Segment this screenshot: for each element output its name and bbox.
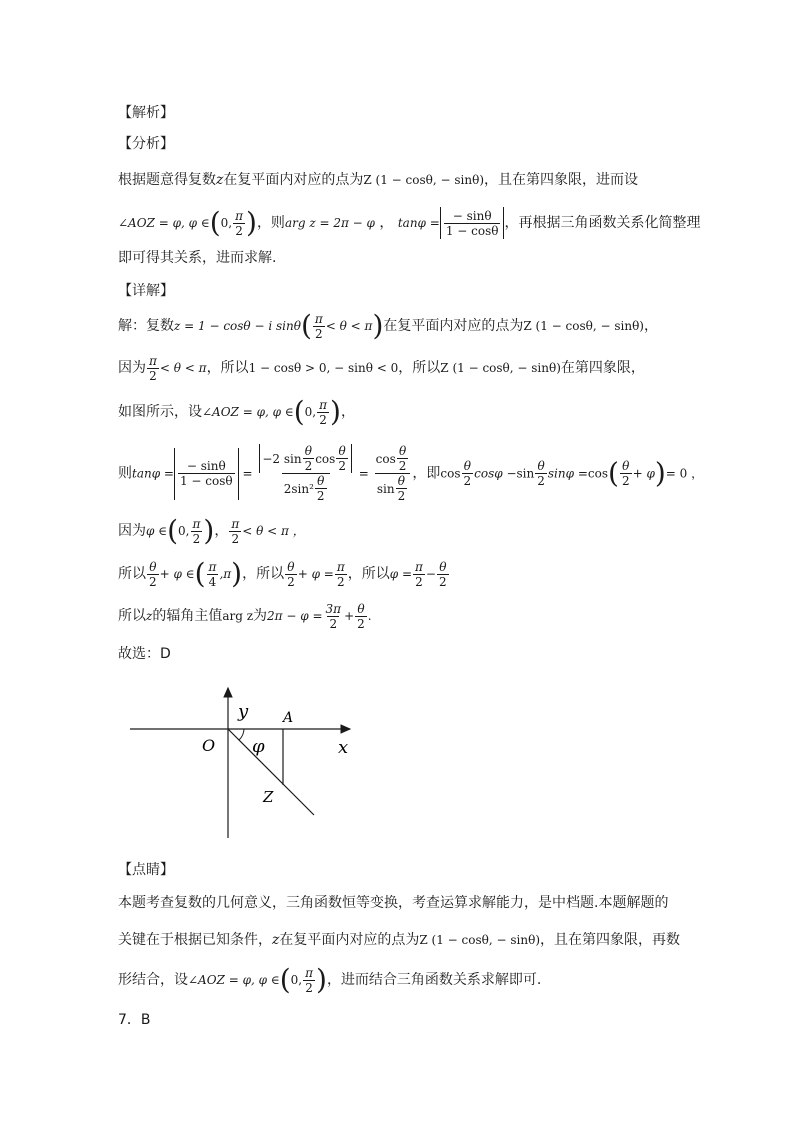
detail-text: 则 [118,465,132,482]
frac-theta-2: $\frac{\theta}{2}$ [438,559,447,589]
interval-start: 0, [220,216,233,230]
detail-text: 在复平面内对应的点为 [383,318,524,334]
cot-fraction: cos $\frac{\theta}{2}$ sin $\frac{\theta}{2}$ [374,444,412,503]
detail-text: 的辐角主值 [152,608,223,624]
detail-line-3: 如图所示，设∠AOZ = φ, φ ∈(0, $\frac{\pi}{2}$ )， [118,395,355,428]
frac-pi-4: $\frac{\pi}{4}$ [208,559,217,589]
cos-term: cos [587,466,608,481]
analysis-text: ，则 [256,215,285,231]
math-z: z [272,932,280,948]
cos-term: cos [440,466,461,481]
plus-sign: + [344,609,355,623]
comment-text: 形结合，设 [118,972,188,988]
angle-aoz: ∠AOZ = φ, φ ∈ [202,405,294,419]
detail-text: ，所以 [206,360,249,376]
frac-theta-2: $\frac{\theta}{2}$ [537,459,545,488]
detail-text: 在第四象限， [560,360,645,376]
frac-pi-2: $\frac{\pi}{2}$ [192,516,201,546]
detail-line-7 [118,600,372,632]
sin-term: sin [516,466,535,481]
section-fenxi: 【分析】 [118,136,174,152]
frac-pi-2: $\frac{\pi}{2}$ [305,965,313,995]
complex-z: z = 1 − cosθ − i sinθ [174,319,301,333]
minus-sign: − [425,567,436,581]
arg-z: arg z = 2π − φ [284,216,375,230]
sum-range: + φ ∈ [159,567,195,581]
theta-range: < θ < π [159,361,207,375]
tan-phi: tanφ = [132,466,174,481]
section-xiangjie: 【详解】 [118,283,174,299]
interval-start: 0, [290,973,303,987]
frac-pi-2: $\frac{\pi}{2}$ [415,559,423,589]
detail-line-1: 解：复数z = 1 − cosθ − i sinθ( $\frac{\pi}{2}$ < θ < π)在复平面内对应的点为Z (1 − cosθ, − sinθ)， [118,309,658,342]
frac-theta-2: $\frac{\theta}{2}$ [357,601,365,631]
detail-text: 所以 [118,608,146,624]
analysis-line-2: ∠AOZ = φ, φ ∈(0, $\frac{\pi}{2}$ )，则arg z = 2π − φ ， tanφ = $\frac{- \sin\theta}{1 - \cos\theta}$ ，再根据三角函数关系化简整理 [118,206,701,239]
frac-pi-2: $\frac{\pi}{2}$ [235,208,243,238]
angle-aoz: ∠AOZ = φ, φ ∈ [188,973,280,987]
detail-text: ， [643,318,658,334]
frac-theta-2: $\frac{\theta}{2}$ [621,459,630,488]
complex-plane-figure [126,682,366,842]
theta-range: < θ < π [325,319,373,333]
sin-phi: sinφ = [547,466,588,481]
detail-line-5: 因为φ ∈(0, $\frac{\pi}{2}$ )， $\frac{\pi}{2}$ < θ < π ， [118,514,305,547]
half-angle-fraction: −2 sin $\frac{\theta}{2}$ cos $\frac{\theta}{2}$ 2sin² $\frac{\theta}{2}$ [257,444,354,503]
analysis-line-3: 即可得其关系，进而求解. [118,250,277,266]
detail-text: ，所以 [347,566,390,582]
theta-range: < θ < π ， [242,524,305,538]
sign-conditions: 1 − cosθ > 0, − sinθ < 0 [248,361,399,375]
frac-pi-2: $\frac{\pi}{2}$ [231,516,240,546]
arg-expression: 2π − φ = [267,609,323,623]
label-A: A [283,710,294,726]
detail-text: 如图所示，设 [118,404,202,420]
frac-pi-2: $\frac{\pi}{2}$ [314,311,323,341]
detail-text: ， [340,404,355,420]
point-Z: Z (1 − cosθ, − sinθ) [440,361,561,375]
point-Z: Z (1 − cosθ, − sinθ) [419,933,540,947]
frac-theta-2: $\frac{\theta}{2}$ [149,559,157,589]
angle-arc [239,729,244,740]
phi-eq: φ = [389,567,413,581]
abs-fraction: $\frac{- \sin\theta}{1 - \cos\theta}$ [174,448,239,500]
comment-text: ，进而结合三角函数关系求解即可. [326,972,542,988]
detail-text: 所以 [118,566,146,582]
next-answer: 7．B [118,1012,151,1028]
detail-text: ，所以 [242,566,285,582]
tan-phi: tanφ = [397,216,440,230]
comment-text: 关键在于根据已知条件， [118,932,272,948]
interval-start: 0, [178,524,190,538]
equation-zero: = 0 ， [665,466,704,481]
section-dianjing: 【点睛】 [118,862,174,878]
cos-phi: cosφ − [474,466,517,481]
frac-pi-2: $\frac{\pi}{2}$ [336,559,345,589]
analysis-text: 根据题意得复数 [118,172,216,188]
math-z: z [216,172,224,188]
detail-text: 因为 [118,360,146,376]
frac-pi-2: $\frac{\pi}{2}$ [319,397,327,427]
analysis-text: 在复平面内对应的点为 [223,172,364,188]
point-Z: Z (1 − cosθ, − sinθ) [363,173,484,187]
arg-z: arg z [222,609,254,623]
angle-aoz: ∠AOZ = φ, φ ∈ [118,216,210,230]
phi-range: φ ∈ [146,524,168,538]
label-O: O [202,736,216,755]
label-y: y [238,701,249,722]
abs-fraction: $\frac{- \sin\theta}{1 - \cos\theta}$ [440,207,505,239]
detail-line-2 [118,352,645,384]
detail-line-4: 则tanφ = $\frac{- \sin\theta}{1 - \cos\theta}$ = −2 sin $\frac{\theta}{2}$ cos $\frac{\theta}{2}$ 2sin² $\frac{\theta}{2}$ = cos $\frac{\theta}{2}$ sin $\frac{\theta}{2}$ ，即cos $\frac{\theta}{2}$ cosφ −sin $\frac{\theta}{2}$ sinφ =cos( $\frac{\theta}{2}$ + φ)= 0 ， [118,444,704,503]
math-z: z [146,609,153,623]
label-Z: Z [263,788,274,806]
detail-text: 因为 [118,523,146,539]
label-phi: φ [252,736,265,757]
comment-line-3: 形结合，设∠AOZ = φ, φ ∈(0, $\frac{\pi}{2}$ )，进而结合三角函数关系求解即可. [118,963,542,996]
frac-theta-2: $\frac{\theta}{2}$ [287,559,295,589]
analysis-line-1 [118,170,638,190]
comment-line-2 [118,930,680,950]
interval-start: 0, [304,405,317,419]
frac-theta-2: $\frac{\theta}{2}$ [463,459,472,488]
frac-3pi-2: $\frac{3\pi}{2}$ [325,601,342,631]
detail-text: ，所以 [398,360,441,376]
frac-pi-2: $\frac{\pi}{2}$ [149,353,157,383]
comment-line-1: 本题考查复数的几何意义，三角函数恒等变换，考查运算求解能力，是中档题.本题解题的 [118,895,669,911]
detail-text: ，即 [412,465,441,482]
period: . [367,609,372,623]
comment-text: 在复平面内对应的点为 [279,932,420,948]
answer-choice: 故选：D [118,646,171,662]
label-x: x [338,737,349,758]
analysis-text: ，且在第四象限，进而设 [484,172,638,188]
detail-text: 为 [253,608,268,624]
section-jiexi: 【解析】 [118,105,174,121]
comment-text: ，且在第四象限，再数 [540,932,680,948]
point-Z: Z (1 − cosθ, − sinθ) [523,319,644,333]
analysis-text: ，再根据三角函数关系化简整理 [504,215,701,231]
detail-text: 解：复数 [118,318,174,334]
sum-eq: + φ = [297,567,334,581]
detail-line-6: 所以 $\frac{\theta}{2}$ + φ ∈( $\frac{\pi}{4}$ ,π)，所以 $\frac{\theta}{2}$ + φ = $\frac{\pi}{2}$ ，所以φ = $\frac{\pi}{2}$ − $\frac{\theta}{2}$ [118,557,447,590]
